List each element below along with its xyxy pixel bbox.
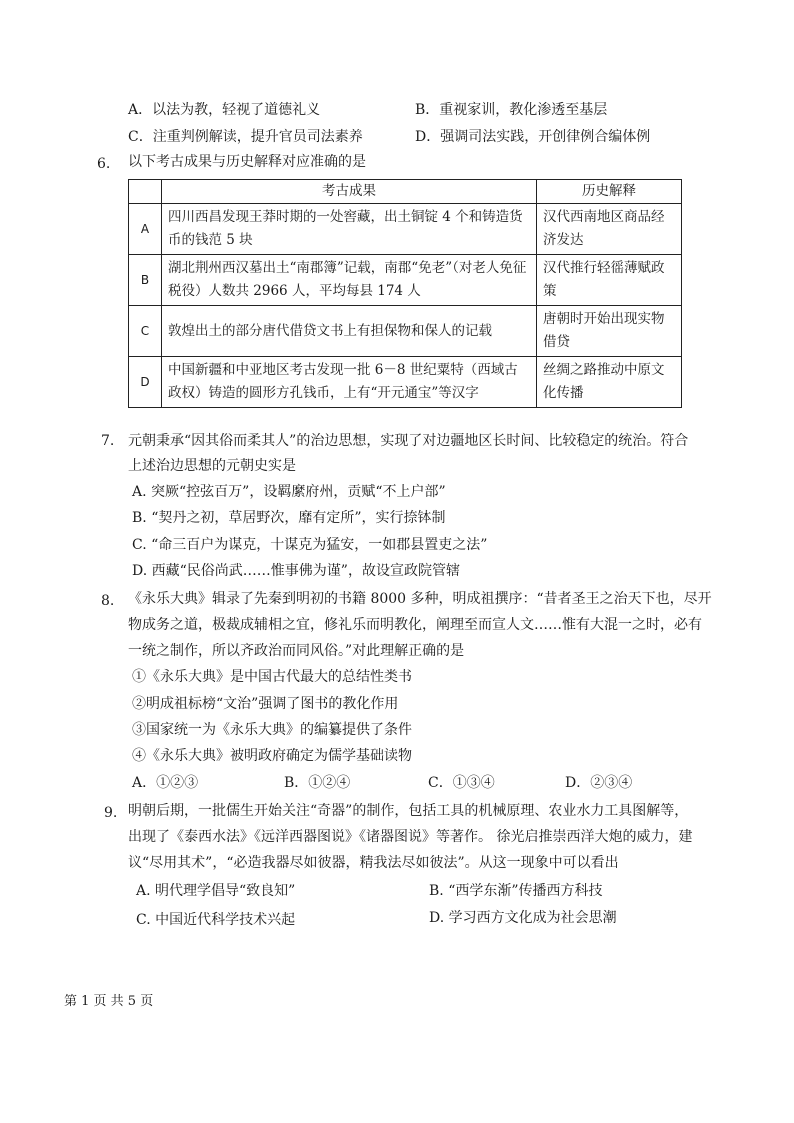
table-row — [129, 204, 682, 255]
q8-statement-2: ②明成祖标榜“文治”强调了图书的教化作用 — [132, 696, 399, 712]
row-finding: 中国新疆和中亚地区考古发现一批 6－8 世纪粟特（西域古政权）铸造的圆形方孔钱币，上有“开元通宝”等汉字 — [162, 357, 537, 408]
q5-option-b: B．重视家训，教化渗透至基层 — [415, 102, 608, 118]
row-finding: 敦煌出土的部分唐代借贷文书上有担保物和保人的记载 — [162, 306, 537, 357]
row-finding: 湖北荆州西汉墓出土“南郡簿”记载，南郡“免老”（对老人免征税役）人数共 2966 人，平均每县 174 人 — [162, 255, 537, 306]
q5-option-c: C．注重判例解读，提升官员司法素养 — [128, 129, 363, 145]
q9-option-b: B. “西学东渐”传播西方科技 — [429, 883, 603, 899]
row-letter: C — [129, 306, 162, 357]
q8-option-b: B．①②④ — [284, 775, 351, 791]
row-explanation: 汉代西南地区商品经济发达 — [537, 204, 682, 255]
q5-option-d: D．强调司法实践，开创律例合编体例 — [415, 129, 651, 145]
q7-option-a: A. 突厥“控弦百万”，设羁縻府州，贡赋“不上户部” — [132, 484, 446, 500]
q8-number: 8. — [101, 593, 115, 609]
q6-stem: 以下考古成果与历史解释对应准确的是 — [128, 154, 366, 170]
q7-option-b: B. “契丹之初，草居野次，靡有定所”，实行捺钵制 — [132, 510, 446, 526]
page-footer: 第 1 页 共 5 页 — [64, 994, 154, 1009]
row-letter: B — [129, 255, 162, 306]
table-row — [129, 357, 682, 408]
table-header-row — [129, 180, 682, 204]
q7-stem-line2: 上述治边思想的元朝史实是 — [128, 458, 296, 474]
q8-option-d: D．②③④ — [565, 775, 633, 791]
q9-option-c: C. 中国近代科学技术兴起 — [136, 912, 296, 928]
row-letter: D — [129, 357, 162, 408]
q8-statement-4: ④《永乐大典》被明政府确定为儒学基础读物 — [132, 748, 412, 764]
q7-option-c: C. “命三百户为谋克，十谋克为猛安，一如郡县置吏之法” — [132, 537, 488, 553]
q8-option-a: A．①②③ — [132, 775, 199, 791]
header-finding: 考古成果 — [162, 180, 537, 204]
row-explanation: 汉代推行轻徭薄赋政策 — [537, 255, 682, 306]
q9-number: 9. — [104, 805, 118, 821]
header-explanation: 历史解释 — [537, 180, 682, 204]
q8-stem-line2: 物成务之道，极裁成辅相之宜，修礼乐而明教化，阐理至而宣人文……惟有大混一之时，必有 — [128, 617, 702, 633]
q8-statement-3: ③国家统一为《永乐大典》的编纂提供了条件 — [132, 722, 412, 738]
table-row — [129, 255, 682, 306]
q9-stem-line2: 出现了《泰西水法》《远洋西器图说》《诸器图说》等著作。 徐光启推崇西洋大炮的威力，建 — [128, 829, 693, 845]
q8-option-c: C．①③④ — [428, 775, 495, 791]
q8-statement-1: ①《永乐大典》是中国古代最大的总结性类书 — [132, 669, 412, 685]
q6-number: 6. — [97, 156, 111, 172]
q5-option-a: A．以法为教，轻视了道德礼义 — [128, 102, 321, 118]
row-explanation: 丝绸之路推动中原文化传播 — [537, 357, 682, 408]
row-finding: 四川西昌发现王莽时期的一处窖藏，出土铜锭 4 个和铸造货币的钱范 5 块 — [162, 204, 537, 255]
q7-option-d: D. 西藏“民俗尚武……惟事佛为谨”，故设宣政院管辖 — [132, 563, 460, 579]
q9-option-a: A. 明代理学倡导“致良知” — [136, 883, 296, 899]
row-explanation: 唐朝时开始出现实物借贷 — [537, 306, 682, 357]
q8-stem-line3: 一统之制作，所以齐政治而同风俗。”对此理解正确的是 — [128, 643, 465, 659]
q9-stem-line1: 明朝后期，一批儒生开始关注“奇器”的制作，包括工具的机械原理、农业水力工具图解等， — [128, 803, 689, 819]
q7-number: 7. — [101, 433, 115, 449]
q7-stem-line1: 元朝秉承“因其俗而柔其人”的治边思想，实现了对边疆地区长时间、比较稳定的统治。符合 — [128, 433, 689, 449]
q6-table — [128, 179, 682, 408]
row-letter: A — [129, 204, 162, 255]
q8-stem-line1: 《永乐大典》辑录了先秦到明初的书籍 8000 多种，明成祖撰序：“昔者圣王之治天下也，尽开 — [128, 591, 712, 607]
q9-option-d: D. 学习西方文化成为社会思潮 — [429, 910, 617, 926]
header-empty-cell — [129, 180, 162, 204]
q9-stem-line3: 议“尽用其术”，“必造我器尽如彼器，精我法尽如彼法”。从这一现象中可以看出 — [128, 855, 619, 871]
table-row — [129, 306, 682, 357]
